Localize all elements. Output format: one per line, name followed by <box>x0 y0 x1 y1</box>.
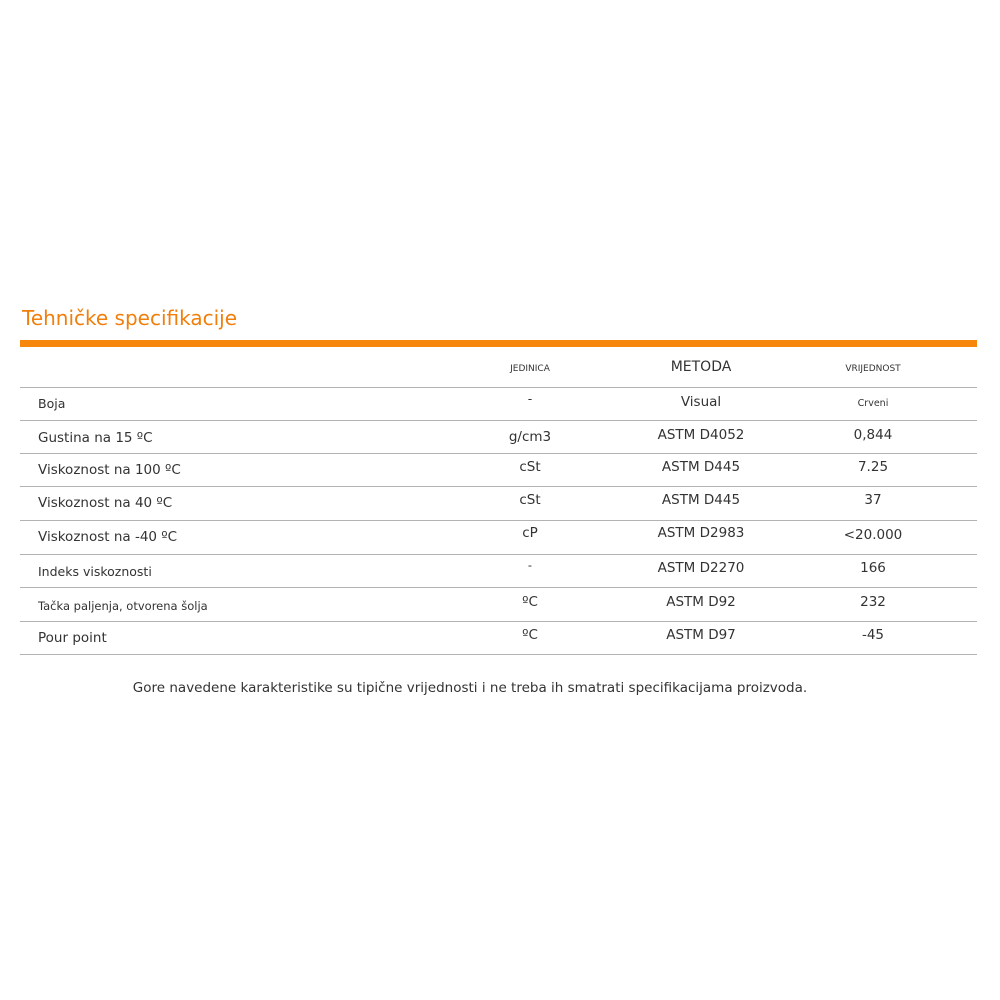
row-name: Tačka paljenja, otvorena šolja <box>38 599 208 613</box>
row-unit: ºC <box>522 594 538 610</box>
row-value: 166 <box>860 560 886 576</box>
row-unit: cP <box>522 525 538 541</box>
row-method: Visual <box>680 394 722 410</box>
row-unit: ºC <box>522 627 538 643</box>
row-method: ASTM D2983 <box>657 525 745 541</box>
row-method: ASTM D4052 <box>657 427 745 443</box>
specifications-table <box>20 347 977 655</box>
table-row <box>20 421 977 454</box>
row-method: ASTM D2270 <box>657 560 745 576</box>
row-value: -45 <box>861 627 885 643</box>
row-name: Pour point <box>38 630 107 646</box>
table-row <box>20 454 977 487</box>
row-unit: - <box>527 558 533 572</box>
row-name: Viskoznost na 40 ºC <box>38 495 173 511</box>
header-value: VRIJEDNOST <box>845 364 901 374</box>
header-method: METODA <box>670 359 732 375</box>
row-method: ASTM D445 <box>661 459 741 475</box>
table-header-row <box>20 347 977 388</box>
row-method: ASTM D97 <box>666 627 736 643</box>
row-unit: cSt <box>519 459 541 475</box>
row-value: 37 <box>864 492 882 508</box>
row-value: 0,844 <box>853 427 893 443</box>
row-value: 232 <box>860 594 886 610</box>
row-value: 7.25 <box>857 459 889 475</box>
row-unit: g/cm3 <box>508 429 552 445</box>
row-name: Viskoznost na 100 ºC <box>38 462 181 478</box>
row-value: Crveni <box>857 398 889 409</box>
disclaimer-note: Gore navedene karakteristike su tipične vrijednosti i ne treba ih smatrati specifikacijama proizvoda. <box>132 679 808 696</box>
row-method: ASTM D92 <box>666 594 736 610</box>
row-unit: cSt <box>519 492 541 508</box>
row-name: Indeks viskoznosti <box>38 564 152 579</box>
section-title: Tehničke specifikacije <box>22 306 238 330</box>
accent-divider <box>20 340 977 347</box>
table-row <box>20 588 977 622</box>
table-row <box>20 388 977 421</box>
row-name: Gustina na 15 ºC <box>38 430 153 446</box>
row-value: <20.000 <box>843 527 903 543</box>
table-row <box>20 521 977 555</box>
table-row <box>20 487 977 521</box>
table-row <box>20 555 977 588</box>
row-method: ASTM D445 <box>661 492 741 508</box>
row-name: Viskoznost na -40 ºC <box>38 529 178 545</box>
header-unit: JEDINICA <box>510 364 550 374</box>
table-row <box>20 622 977 655</box>
row-name: Boja <box>38 396 66 411</box>
row-unit: - <box>527 391 533 406</box>
